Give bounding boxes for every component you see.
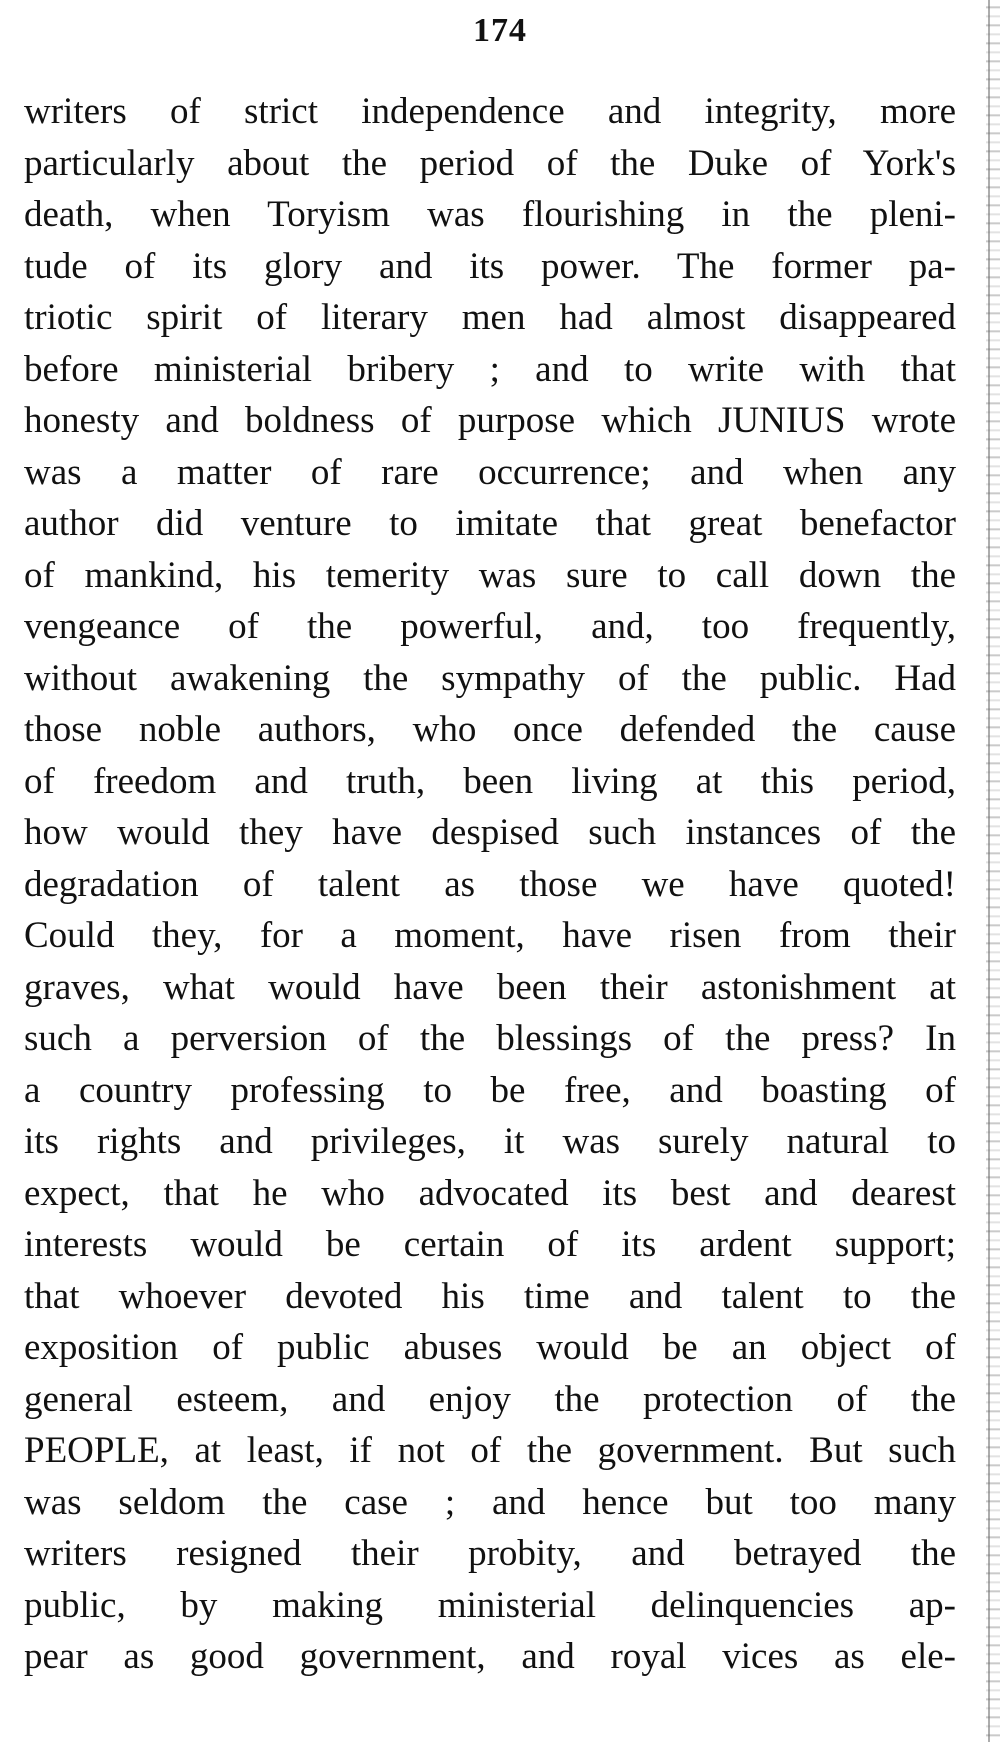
text-line: of freedom and truth, been living at this period, <box>24 760 956 802</box>
text-line: vengeance of the powerful, and, too frequently, <box>24 606 956 647</box>
text-line: PEOPLE, at least, if not of the government. But such <box>24 1430 956 1471</box>
text-line: death, when Toryism was flourishing in the pleni- <box>24 194 956 235</box>
text-line: general esteem, and enjoy the protection of the <box>24 1378 956 1420</box>
text-line: was seldom the case ; and hence but too many <box>24 1481 956 1523</box>
text-line: tude of its glory and its power. The former pa- <box>24 245 956 287</box>
text-line: exposition of public abuses would be an object of <box>24 1327 956 1368</box>
text-line: author did venture to imitate that great benefactor <box>24 503 956 544</box>
text-line: was a matter of rare occurrence; and when any <box>24 451 956 493</box>
text-line: without awakening the sympathy of the public. Had <box>24 657 956 699</box>
body-text <box>24 86 956 1683</box>
text-line: that whoever devoted his time and talent to the <box>24 1275 956 1317</box>
text-line: its rights and privileges, it was surely natural to <box>24 1121 956 1162</box>
text-line: interests would be certain of its ardent support; <box>24 1224 956 1265</box>
text-line: degradation of talent as those we have quoted! <box>24 863 956 905</box>
page-edge-line <box>988 0 990 1742</box>
text-line: writers resigned their probity, and betrayed the <box>24 1533 956 1574</box>
text-line: expect, that he who advocated its best and dearest <box>24 1172 956 1214</box>
page-number: 174 <box>473 12 527 49</box>
text-line: those noble authors, who once defended the cause <box>24 709 956 750</box>
text-line: how would they have despised such instances of the <box>24 812 956 853</box>
text-line: Could they, for a moment, have risen from their <box>24 915 956 956</box>
text-line: honesty and boldness of purpose which JUNIUS wrote <box>24 400 956 441</box>
text-line: writers of strict independence and integrity, more <box>24 91 956 132</box>
text-line: a country professing to be free, and boasting of <box>24 1069 956 1111</box>
text-line: triotic spirit of literary men had almost disappeared <box>24 297 956 338</box>
text-line: public, by making ministerial delinquencies ap- <box>24 1584 956 1626</box>
text-line: such a perversion of the blessings of the press? In <box>24 1018 956 1059</box>
text-line: of mankind, his temerity was sure to call down the <box>24 554 956 596</box>
text-line: particularly about the period of the Duke of York's <box>24 142 956 184</box>
text-line: graves, what would have been their astonishment at <box>24 966 956 1008</box>
text-line: pear as good government, and royal vices as ele- <box>24 1636 956 1677</box>
text-line: before ministerial bribery ; and to write with that <box>24 348 956 390</box>
